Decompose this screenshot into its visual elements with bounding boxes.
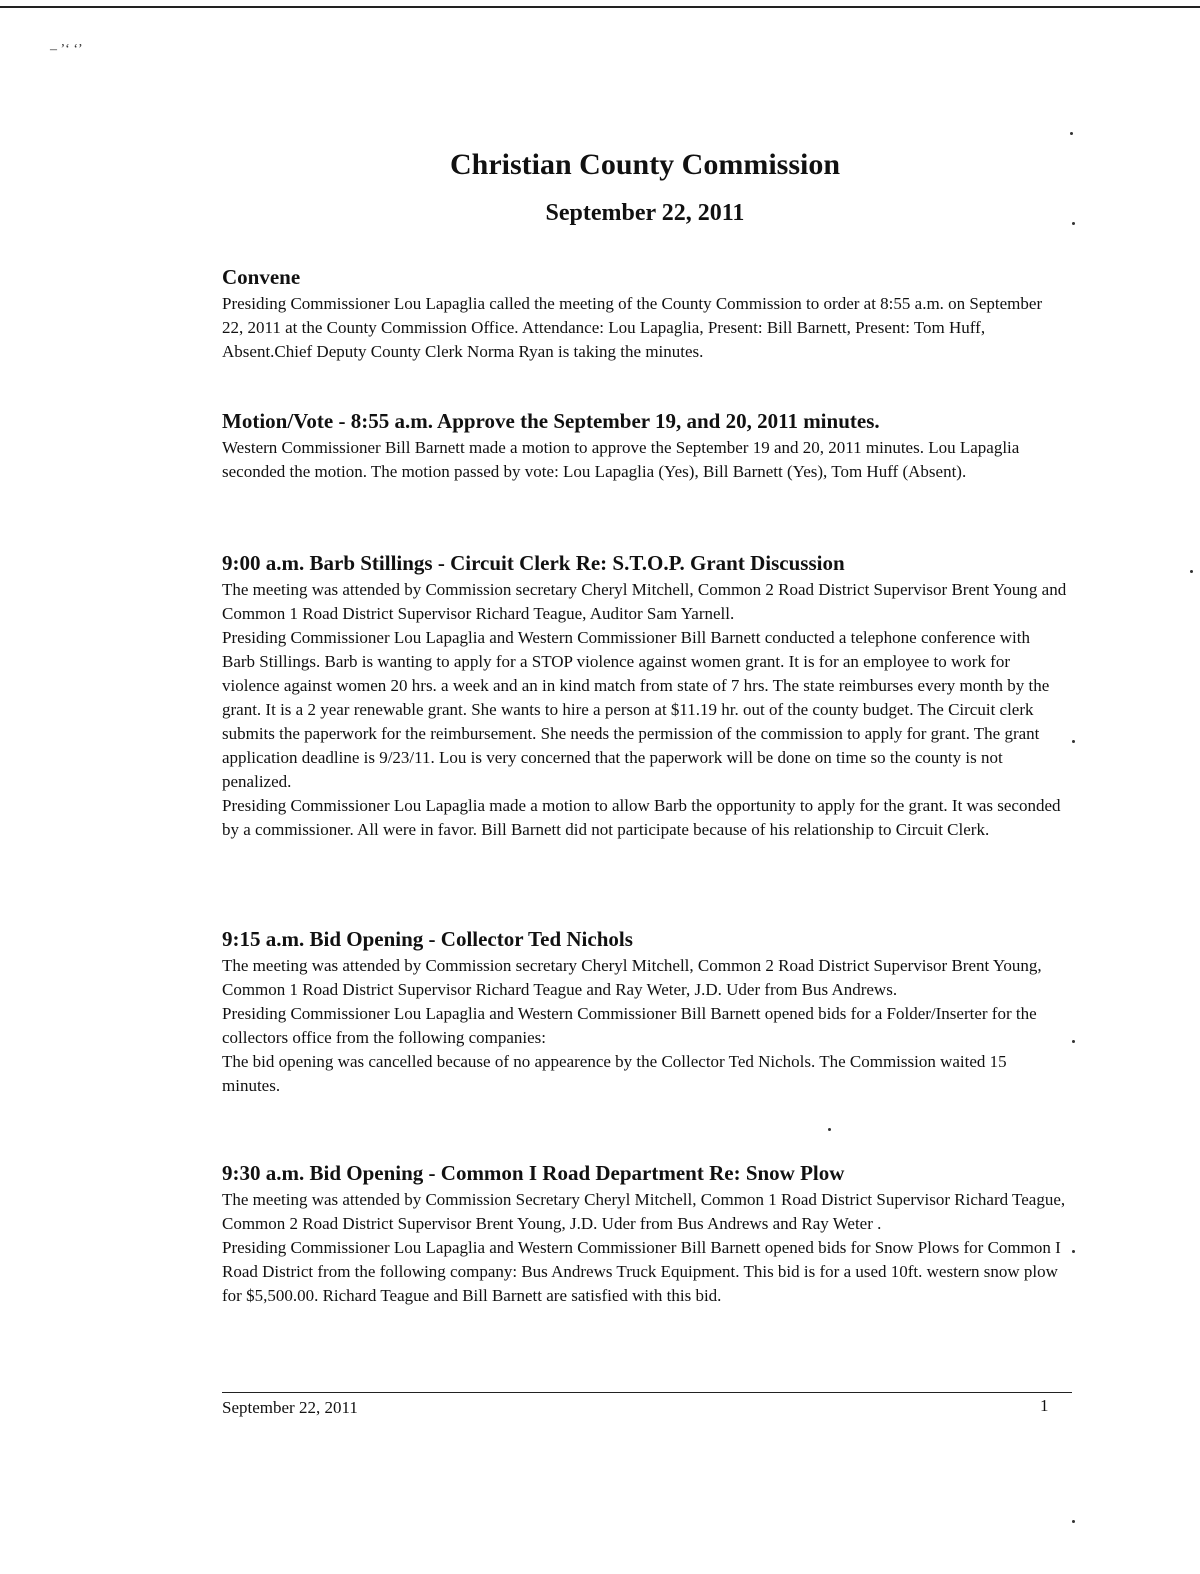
scan-speck [1072,740,1075,743]
document-title: Christian County Commission [449,148,841,181]
section-convene [222,264,1067,364]
footer-divider [222,1392,1072,1393]
section-paragraph: The meeting was attended by Commission Secretary Cheryl Mitchell, Common 1 Road District Supervisor Richard Teague, Common 2 Road District Supervisor Brent Young, J.D. Uder from Bus Andrews and Ray Weter . [222,1190,1066,1233]
section-heading: Motion/Vote - 8:55 a.m. Approve the September 19, and 20, 2011 minutes. [222,409,880,433]
section-snow-plow-bid [222,1160,1067,1308]
document-date: September 22, 2011 [545,200,745,226]
section-heading: 9:30 a.m. Bid Opening - Common I Road Department Re: Snow Plow [222,1161,845,1185]
section-heading: Convene [222,265,301,289]
scan-speck [828,1128,831,1131]
scan-border-line [0,6,1200,8]
section-paragraph: The bid opening was cancelled because of no appearence by the Collector Ted Nichols. The Commission waited 15 minutes. [222,1052,1007,1095]
scan-speck [1070,132,1073,135]
handwritten-marks: – ’‘ ‘’ [50,42,83,57]
section-collector-bid [222,926,1067,1098]
section-paragraph: The meeting was attended by Commission secretary Cheryl Mitchell, Common 2 Road District Supervisor Brent Young and Common 1 Road District Supervisor Richard Teague, Auditor Sam Yarnell. [222,580,1067,623]
section-paragraph: Presiding Commissioner Lou Lapaglia and Western Commissioner Bill Barnett conducted a telephone conference with Barb Stillings. Barb is wanting to apply for a STOP violence against women grant. It is for an employee to work for violence against women 20 hrs. a week and an in kind match from state of 7 hrs. The state reimburses every month by the grant. It is a 2 year renewable grant. She wants to hire a person at $11.19 hr. out of the county budget. The Circuit clerk submits the paperwork for the reimbursement. She needs the permission of the commission to apply for grant. The grant application deadline is 9/23/11. Lou is very concerned that the paperwork will be done on time so the county is not penalized. [222,628,1050,791]
scan-speck [1072,1040,1075,1043]
page-number: 1 [1040,1396,1049,1415]
section-heading: 9:15 a.m. Bid Opening - Collector Ted Nichols [222,927,633,951]
section-heading: 9:00 a.m. Barb Stillings - Circuit Clerk Re: S.T.O.P. Grant Discussion [222,551,845,575]
footer-date: September 22, 2011 [222,1398,358,1417]
section-paragraph: Presiding Commissioner Lou Lapaglia made a motion to allow Barb the opportunity to apply for the grant. It was seconded by a commissioner. All were in favor. Bill Barnett did not participate because of his relationship to Circuit Clerk. [222,796,1061,839]
section-paragraph: The meeting was attended by Commission secretary Cheryl Mitchell, Common 2 Road District Supervisor Brent Young, Common 1 Road District Supervisor Richard Teague and Ray Weter, J.D. Uder from Bus Andrews. [222,956,1042,999]
section-paragraph: Presiding Commissioner Lou Lapaglia and Western Commissioner Bill Barnett opened bids for a Folder/Inserter for the collectors office from the following companies: [222,1004,1037,1047]
section-paragraph: Western Commissioner Bill Barnett made a motion to approve the September 19 and 20, 2011 minutes. Lou Lapaglia seconded the motion. The motion passed by vote: Lou Lapaglia (Yes), Bill Barnett (Yes), Tom Huff (Absent). [222,438,1020,481]
section-motion-vote [222,408,1067,484]
scan-speck [1190,570,1193,573]
scan-speck [1072,1250,1075,1253]
section-paragraph: Presiding Commissioner Lou Lapaglia called the meeting of the County Commission to order at 8:55 a.m. on September 22, 2011 at the County Commission Office. Attendance: Lou Lapaglia, Present: Bill Barnett, Present: Tom Huff, Absent.Chief Deputy County Clerk Norma Ryan is taking the minutes. [222,294,1043,361]
section-stop-grant [222,550,1067,842]
scan-speck [1072,1520,1075,1523]
section-paragraph: Presiding Commissioner Lou Lapaglia and Western Commissioner Bill Barnett opened bids for Snow Plows for Common I Road District from the following company: Bus Andrews Truck Equipment. This bid is for a used 10ft. western snow plow for $5,500.00. Richard Teague and Bill Barnett are satisfied with this bid. [222,1238,1061,1305]
